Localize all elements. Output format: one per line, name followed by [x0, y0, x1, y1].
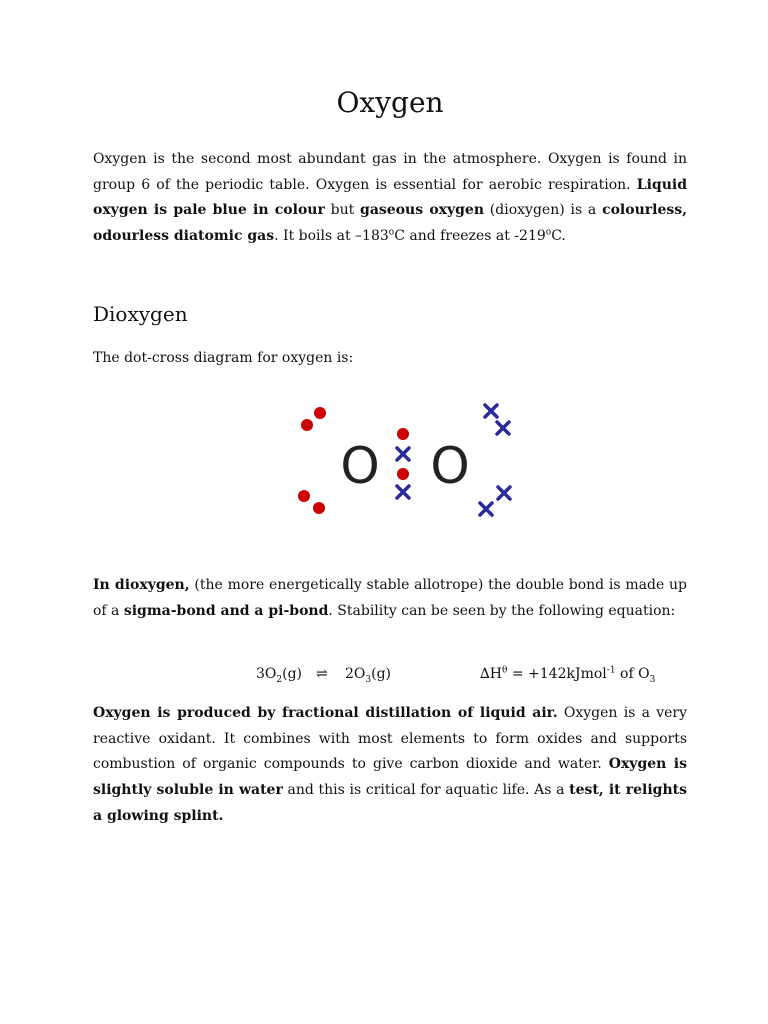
text-run: C. [551, 228, 566, 245]
oxygen-atom-right: O [430, 437, 470, 495]
text-run: (the more energetically stable allotrope) the double bond is made up of a [93, 577, 688, 619]
electron-cross [480, 503, 492, 515]
equation-rhs [345, 666, 392, 685]
degree-superscript: o [388, 227, 395, 238]
bold-run: gaseous oxygen [360, 202, 485, 219]
text-run: Oxygen is a very reactive oxidant. It combines with most elements to form oxides and supports combustion of organic compounds to give carbon dioxide and water. [93, 705, 688, 773]
electron-dot [301, 419, 313, 431]
text-run: (g) [371, 666, 392, 682]
bold-run: colourless, odourless diatomic gas [93, 202, 687, 245]
text-run: and this is critical for aquatic life. As a [282, 782, 570, 799]
bold-run: sigma-bond and a pi-bond [123, 602, 329, 619]
text-run: of O [615, 666, 650, 682]
superscript: -1 [606, 665, 616, 676]
section-heading-dioxygen: Dioxygen [93, 302, 188, 326]
degree-superscript: o [545, 227, 552, 238]
dotcross-caption: The dot-cross diagram for oxygen is: [93, 350, 354, 366]
superscript: θ [501, 665, 508, 676]
text-run: . It boils at –183 [274, 228, 389, 245]
text-run: 3O [256, 666, 277, 682]
electron-dot [313, 502, 325, 514]
electron-dot [397, 428, 409, 440]
subscript: 3 [649, 674, 656, 685]
electron-dot [314, 407, 326, 419]
equation-lhs [256, 666, 303, 685]
production-paragraph [93, 701, 687, 830]
electron-dot [298, 490, 310, 502]
electron-dot [397, 468, 409, 480]
text-run: C and freezes at -219 [394, 228, 546, 245]
text-run: (g) [282, 666, 303, 682]
electron-cross [498, 487, 510, 499]
page-title: Oxygen [336, 86, 444, 119]
dioxygen-paragraph [93, 573, 687, 624]
equilibrium-arrow: ⇌ [316, 666, 328, 682]
text-run: . Stability can be seen by the following equation: [328, 602, 676, 619]
bold-run: test, it relights a glowing splint. [93, 782, 687, 824]
text-run: but [324, 202, 361, 219]
electron-cross [397, 486, 409, 498]
intro-paragraph [93, 147, 687, 250]
subscript: 3 [365, 674, 372, 685]
text-run: ∆H [480, 666, 502, 682]
bold-run: Oxygen is slightly soluble in water [93, 756, 687, 799]
text-run: Oxygen is the second most abundant gas in the atmosphere. Oxygen is found in group 6 of the periodic table. Oxygen is essential for aerobic respiration. [93, 151, 687, 193]
text-run: = +142kJmol [507, 666, 607, 682]
oxygen-atom-left: O [340, 437, 380, 495]
text-run: (dioxygen) is a [484, 202, 603, 219]
bold-run: Oxygen is produced by fractional distillation of liquid air. [93, 705, 558, 721]
dot-cross-diagram [280, 395, 520, 525]
text-run: 2O [345, 666, 366, 682]
enthalpy-change [480, 665, 656, 685]
electron-cross [397, 448, 409, 460]
electron-cross [485, 405, 497, 417]
bold-run: In dioxygen, [93, 577, 190, 593]
subscript: 2 [276, 674, 283, 685]
electron-cross [497, 422, 509, 434]
bold-run: Liquid oxygen is pale blue in colour [93, 176, 687, 219]
